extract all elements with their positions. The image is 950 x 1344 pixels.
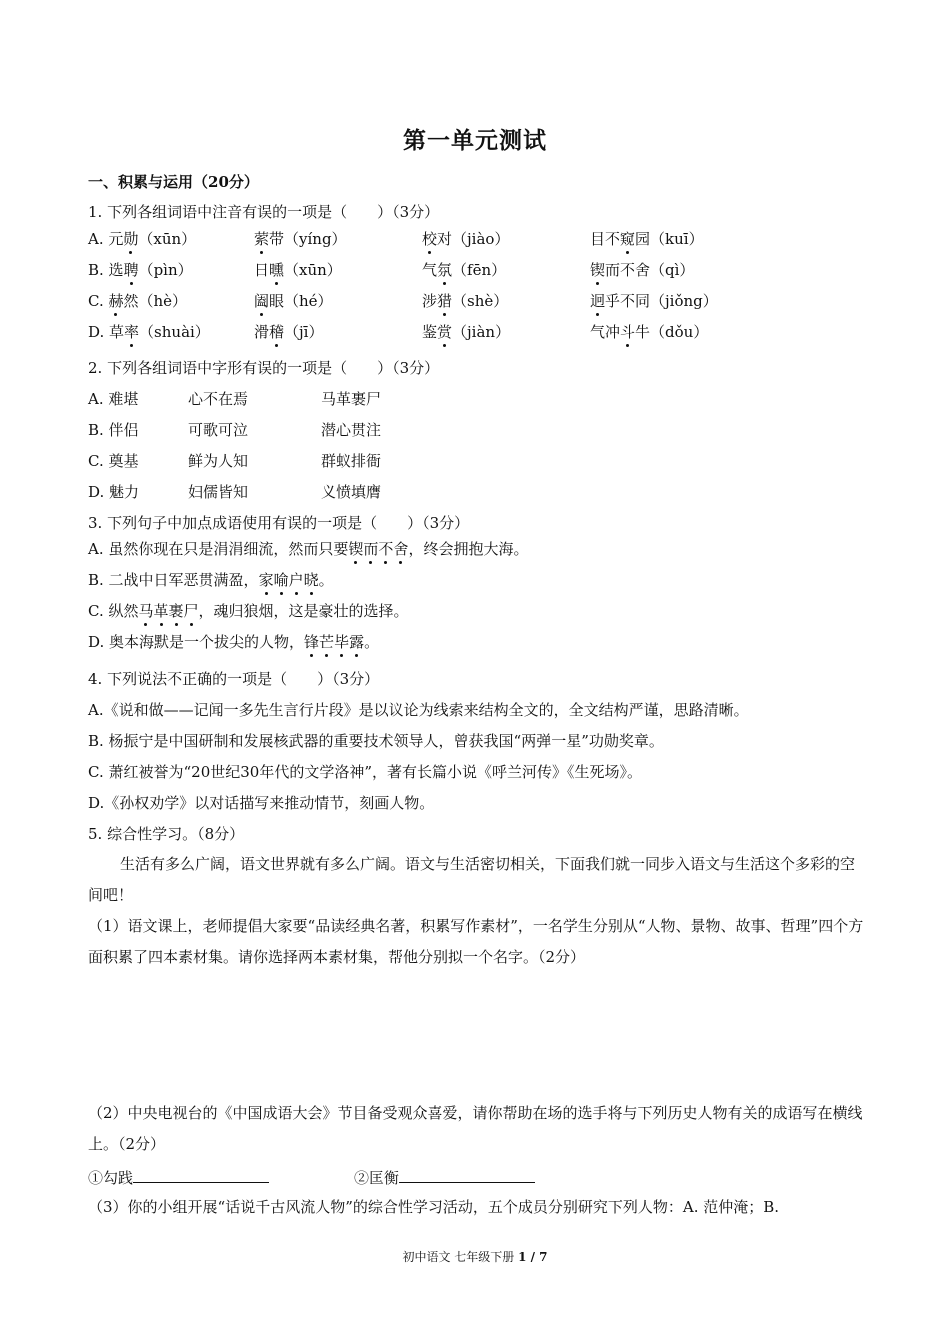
dotted-idiom: 锲而不舍 <box>348 540 409 558</box>
option-cell: 妇儒皆知 <box>188 483 249 501</box>
option-cell: 涉猎（shè） <box>422 292 509 310</box>
option-text: ，魂归狼烟，这是豪壮的选择。 <box>198 602 409 620</box>
option-cell: 鲜为人知 <box>188 452 249 470</box>
question-3-stem: 3. 下列句子中加点成语使用有误的一项是（ ）（3分） <box>88 514 470 532</box>
option-cell: B. 选聘（pìn） <box>88 261 193 279</box>
option-cell: 校对（jiào） <box>422 230 510 248</box>
question-1-stem: 1. 下列各组词语中注音有误的一项是（ ）（3分） <box>88 203 440 221</box>
question-2-stem: 2. 下列各组词语中字形有误的一项是（ ）（3分） <box>88 359 440 377</box>
option-cell: 目不窥园（kuī） <box>590 230 704 248</box>
blank-gou-jian <box>88 1166 269 1188</box>
option-cell: 萦带（yíng） <box>254 230 347 248</box>
question-5-intro: 生活有多么广阔，语文世界就有多么广阔。语文与生活密切相关，下面我们就一同步入语文与生活这个多彩的空间吧！ <box>88 855 856 904</box>
option-cell: 气氛（fēn） <box>422 261 507 279</box>
option-cell: 滑稽（jī） <box>254 323 324 341</box>
option-text: 。 <box>364 633 380 651</box>
question-3-option-a <box>88 539 528 559</box>
option-text: C. 纵然 <box>88 602 139 620</box>
question-4-option-b: B. 杨振宁是中国研制和发展核武器的重要技术领导人，曾获我国“两弹一星”功勋奖章。 <box>88 732 664 750</box>
blank-label: ①勾践 <box>88 1169 134 1187</box>
question-3-option-d <box>88 632 379 652</box>
option-cell: 可歌可泣 <box>188 421 249 439</box>
option-text: D. 奥本海默是一个拔尖的人物， <box>88 633 305 651</box>
question-5-part-2: （2）中央电视台的《中国成语大会》节目备受观众喜爱，请你帮助在场的选手将与下列历史人物有关的成语写在横线上。（2分） <box>88 1104 863 1153</box>
option-cell: 心不在焉 <box>188 390 249 408</box>
option-cell: 锲而不舍（qì） <box>590 261 695 279</box>
question-5-part-3: （3）你的小组开展“话说千古风流人物”的综合性学习活动，五个成员分别研究下列人物：A. 范仲淹；B. <box>88 1198 780 1216</box>
option-cell: C. 奠基 <box>88 452 139 470</box>
option-text: ，终会拥抱大海。 <box>408 540 529 558</box>
option-cell: 日曛（xūn） <box>254 261 342 279</box>
footer-text: 初中语文 七年级下册 <box>402 1250 519 1264</box>
blank-kuang-heng <box>354 1166 535 1188</box>
option-cell: 马革裹尸 <box>321 390 382 408</box>
section-heading: 一、积累与运用（20分） <box>88 173 259 191</box>
option-text: A. 虽然你现在只是涓涓细流，然而只要 <box>88 540 349 558</box>
option-cell: C. 赫然（hè） <box>88 292 188 310</box>
dotted-idiom: 家喻户晓 <box>258 571 319 589</box>
answer-blank[interactable] <box>133 1166 269 1183</box>
page-number: 1 / 7 <box>518 1250 548 1264</box>
answer-blank[interactable] <box>399 1166 535 1183</box>
option-cell: 群蚁排衙 <box>321 452 382 470</box>
option-cell: D. 草率（shuài） <box>88 323 210 341</box>
page-footer <box>0 1248 950 1265</box>
option-text: B. 二战中日军恶贯满盈， <box>88 571 259 589</box>
dotted-idiom: 锋芒毕露 <box>304 633 365 651</box>
option-cell: 鉴赏（jiàn） <box>422 323 511 341</box>
question-5-part-1: （1）语文课上，老师提倡大家要“品读经典名著，积累写作素材”，一名学生分别从“人物、景物、故事、哲理”四个方面积累了四本素材集。请你选择两本素材集，帮他分别拟一个名字。（2分） <box>88 917 864 966</box>
option-cell: 气冲斗牛（dǒu） <box>590 323 709 341</box>
option-cell: A. 难堪 <box>88 390 139 408</box>
question-3-option-c <box>88 601 409 621</box>
question-3-option-b <box>88 570 334 590</box>
question-4-stem: 4. 下列说法不正确的一项是（ ）（3分） <box>88 670 380 688</box>
option-cell: 潜心贯注 <box>321 421 382 439</box>
question-4-option-a: A.《说和做——记闻一多先生言行片段》是以议论为线索来结构全文的，全文结构严谨，思路清晰。 <box>88 701 749 719</box>
page-title: 第一单元测试 <box>403 127 547 154</box>
option-cell: 义愤填膺 <box>321 483 382 501</box>
dotted-idiom: 马革裹尸 <box>138 602 199 620</box>
blank-label: ②匡衡 <box>354 1169 400 1187</box>
option-cell: 阖眼（hé） <box>254 292 333 310</box>
option-cell: B. 伴侣 <box>88 421 139 439</box>
question-4-option-d: D.《孙权劝学》以对话描写来推动情节，刻画人物。 <box>88 794 435 812</box>
option-text: 。 <box>318 571 334 589</box>
question-5-stem: 5. 综合性学习。（8分） <box>88 825 245 843</box>
option-cell: 迥乎不同（jiǒng） <box>590 292 718 310</box>
question-4-option-c: C. 萧红被誉为“20世纪30年代的文学洛神”，著有长篇小说《呼兰河传》《生死场》。 <box>88 763 642 781</box>
option-cell: A. 元勋（xūn） <box>88 230 197 248</box>
option-cell: D. 魅力 <box>88 483 140 501</box>
